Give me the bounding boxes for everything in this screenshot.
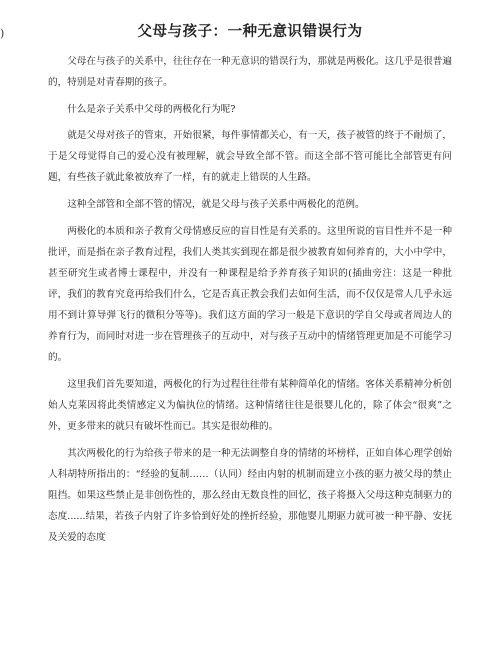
paragraph-essence: 两极化的本质和亲子教育父母情感反应的盲目性是有关系的。这里所说的盲目性并不是一种批评，而是指在亲子教育过程，我们人类其实到现在都是很少被教育如何养育的，大小中学中，甚至研究生或者博士课程中，并没有一种课程是给予养育孩子知识的(插曲旁注：这是一种批评，我们的教育究竟再给我们什么，它是否真正教会我们去如何生活，而不仅仅是常人几乎永远用不到计算导弹飞行的微积分等等)。我们这方面的学习一般是下意识的学自父母或者周边人的养育行为，而同时对进一步在管理孩子的互动中，对与孩子互动中的情绪管理更加是不可能学习的。 (48, 226, 452, 363)
document-title: 父母与孩子：一种无意识错误行为 (137, 23, 363, 40)
paragraph-question: 什么是亲子关系中父母的两极化行为呢? (67, 104, 236, 115)
paragraph-example: 这种全部管和全部不管的情况，就是父母与孩子关系中两极化的范例。 (67, 199, 365, 210)
document-body (48, 51, 452, 548)
page-edge-mark: ) (0, 27, 5, 40)
paragraph-intro: 父母在与孩子的关系中，往往存在一种无意识的错误行为，那就是两极化。这几乎是很普遍的，特别是对青春期的孩子。 (48, 56, 452, 88)
paragraph-emotion: 这里我们首先要知道，两极化的行为过程往往带有某种简单化的情绪。客体关系精神分析创始人克莱因将此类情感定义为偏执位的情绪。这种情绪往往是很婴儿化的，除了体会“很爽”之外，更多带来的就只有破坏性而已。其实是很幼稚的。 (48, 379, 452, 432)
paragraph-role-model: 其次两极化的行为给孩子带来的是一种无法调整自身的情绪的坏榜样，正如自体心理学创始人科胡特所指出的：“经验的复制……（认同）经由内射的机制而建立小孩的驱力被父母的禁止阻挡。如果这些禁止是非创伤性的，那么经由无数良性的回忆，孩子将摄入父母这种克制驱力的态度......结果，若孩子内射了许多恰到好处的挫折经验，那他婴儿期驱力就可被一种平静、安抚及关爱的态度 (48, 448, 452, 543)
paragraph-definition: 就是父母对孩子的管束，开始很紧，每件事情都关心，有一天，孩子被管的终于不耐烦了，于是父母觉得自己的爱心没有被理解，就会导致全部不管。而这全部不管可能比全部管更有问题，有些孩子就此象被放弃了一样，有的就走上错误的人生路。 (48, 130, 452, 183)
